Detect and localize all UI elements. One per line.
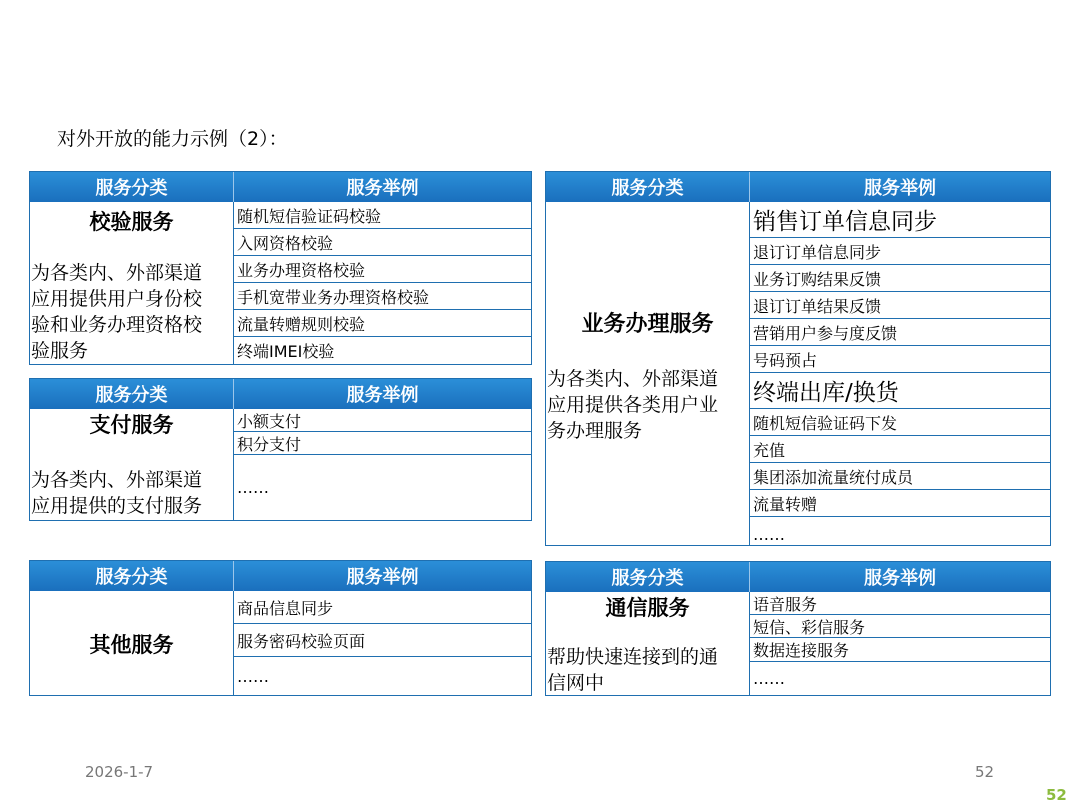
list-item: 终端出库/换货 (750, 373, 1050, 409)
header-category: 服务分类 (546, 562, 750, 592)
list-item: …… (237, 666, 269, 686)
header-category: 服务分类 (30, 379, 234, 409)
communication-service-table (545, 561, 1051, 696)
table-header (30, 172, 531, 202)
desc-line: 信网中 (547, 672, 605, 694)
desc-line: 为各类内、外部渠道 (31, 262, 203, 284)
category-cell (546, 592, 750, 695)
header-category: 服务分类 (30, 561, 234, 591)
desc-line: 应用提供各类用户业 (547, 394, 719, 416)
table-header (546, 172, 1050, 202)
list-item: …… (753, 669, 785, 688)
list-item: 退订订单结果反馈 (750, 292, 1050, 319)
slide-title: 对外开放的能力示例（2）： (57, 128, 288, 150)
list-item: 流量转赠规则校验 (234, 310, 531, 337)
desc-line: 帮助快速连接到的通 (547, 646, 719, 668)
list-item: 商品信息同步 (234, 591, 531, 624)
header-category: 服务分类 (30, 172, 234, 202)
category-cell (30, 202, 234, 364)
category-cell (30, 409, 234, 520)
payment-service-table (29, 378, 532, 521)
table-header (30, 561, 531, 591)
list-item: 服务密码校验页面 (234, 624, 531, 657)
header-examples: 服务举例 (864, 178, 936, 199)
header-examples: 服务举例 (346, 178, 419, 199)
list-item: 数据连接服务 (750, 638, 1050, 662)
list-item: 随机短信验证码下发 (750, 409, 1050, 436)
list-item: 营销用户参与度反馈 (750, 319, 1050, 346)
header-examples: 服务举例 (346, 385, 419, 406)
category-name: 其他服务 (89, 633, 174, 657)
desc-line: 为各类内、外部渠道 (547, 368, 719, 390)
list-item: 退订订单信息同步 (750, 238, 1050, 265)
corner-page-number: 52 (1046, 786, 1067, 804)
footer-page-number: 52 (975, 763, 995, 781)
category-name: 校验服务 (89, 210, 174, 234)
footer-date: 2026-1-7 (85, 763, 154, 781)
list-item: 手机宽带业务办理资格校验 (234, 283, 531, 310)
desc-line: 验服务 (31, 340, 89, 362)
examples-list (750, 202, 1050, 545)
examples-list (234, 409, 531, 520)
desc-line: 验和业务办理资格校 (31, 314, 203, 336)
list-item: 号码预占 (750, 346, 1050, 373)
category-name: 业务办理服务 (581, 312, 714, 337)
list-item: 销售订单信息同步 (750, 202, 1050, 238)
list-item: 充值 (750, 436, 1050, 463)
header-examples: 服务举例 (346, 567, 419, 588)
header-examples: 服务举例 (864, 568, 936, 589)
list-item: 语音服务 (750, 592, 1050, 615)
category-desc (547, 644, 718, 696)
list-item: 小额支付 (234, 409, 531, 432)
desc-line: 务办理服务 (547, 420, 643, 442)
category-cell (546, 202, 750, 545)
list-item: 随机短信验证码校验 (234, 202, 531, 229)
table-header (546, 562, 1050, 592)
examples-list (234, 591, 531, 695)
list-item: …… (753, 524, 785, 544)
list-item: 短信、彩信服务 (750, 615, 1050, 638)
table-header (30, 379, 531, 409)
category-desc (547, 366, 718, 444)
desc-line: 应用提供的支付服务 (31, 495, 203, 517)
business-service-table (545, 171, 1051, 546)
examples-list (234, 202, 531, 364)
desc-line: 为各类内、外部渠道 (31, 469, 203, 491)
list-item: 业务办理资格校验 (234, 256, 531, 283)
category-desc (31, 467, 202, 519)
list-item: 集团添加流量统付成员 (750, 463, 1050, 490)
category-cell (30, 591, 234, 695)
other-service-table (29, 560, 532, 696)
category-desc (31, 260, 202, 364)
list-item: 积分支付 (234, 432, 531, 455)
verify-service-table (29, 171, 532, 365)
list-item: 入网资格校验 (234, 229, 531, 256)
list-item: …… (237, 478, 269, 497)
list-item: 业务订购结果反馈 (750, 265, 1050, 292)
list-item: 终端IMEI校验 (237, 342, 335, 361)
category-name: 支付服务 (89, 413, 174, 437)
category-name: 通信服务 (605, 596, 690, 620)
list-item: 流量转赠 (750, 490, 1050, 517)
desc-line: 应用提供用户身份校 (31, 288, 203, 310)
examples-list (750, 592, 1050, 695)
header-category: 服务分类 (546, 172, 750, 202)
